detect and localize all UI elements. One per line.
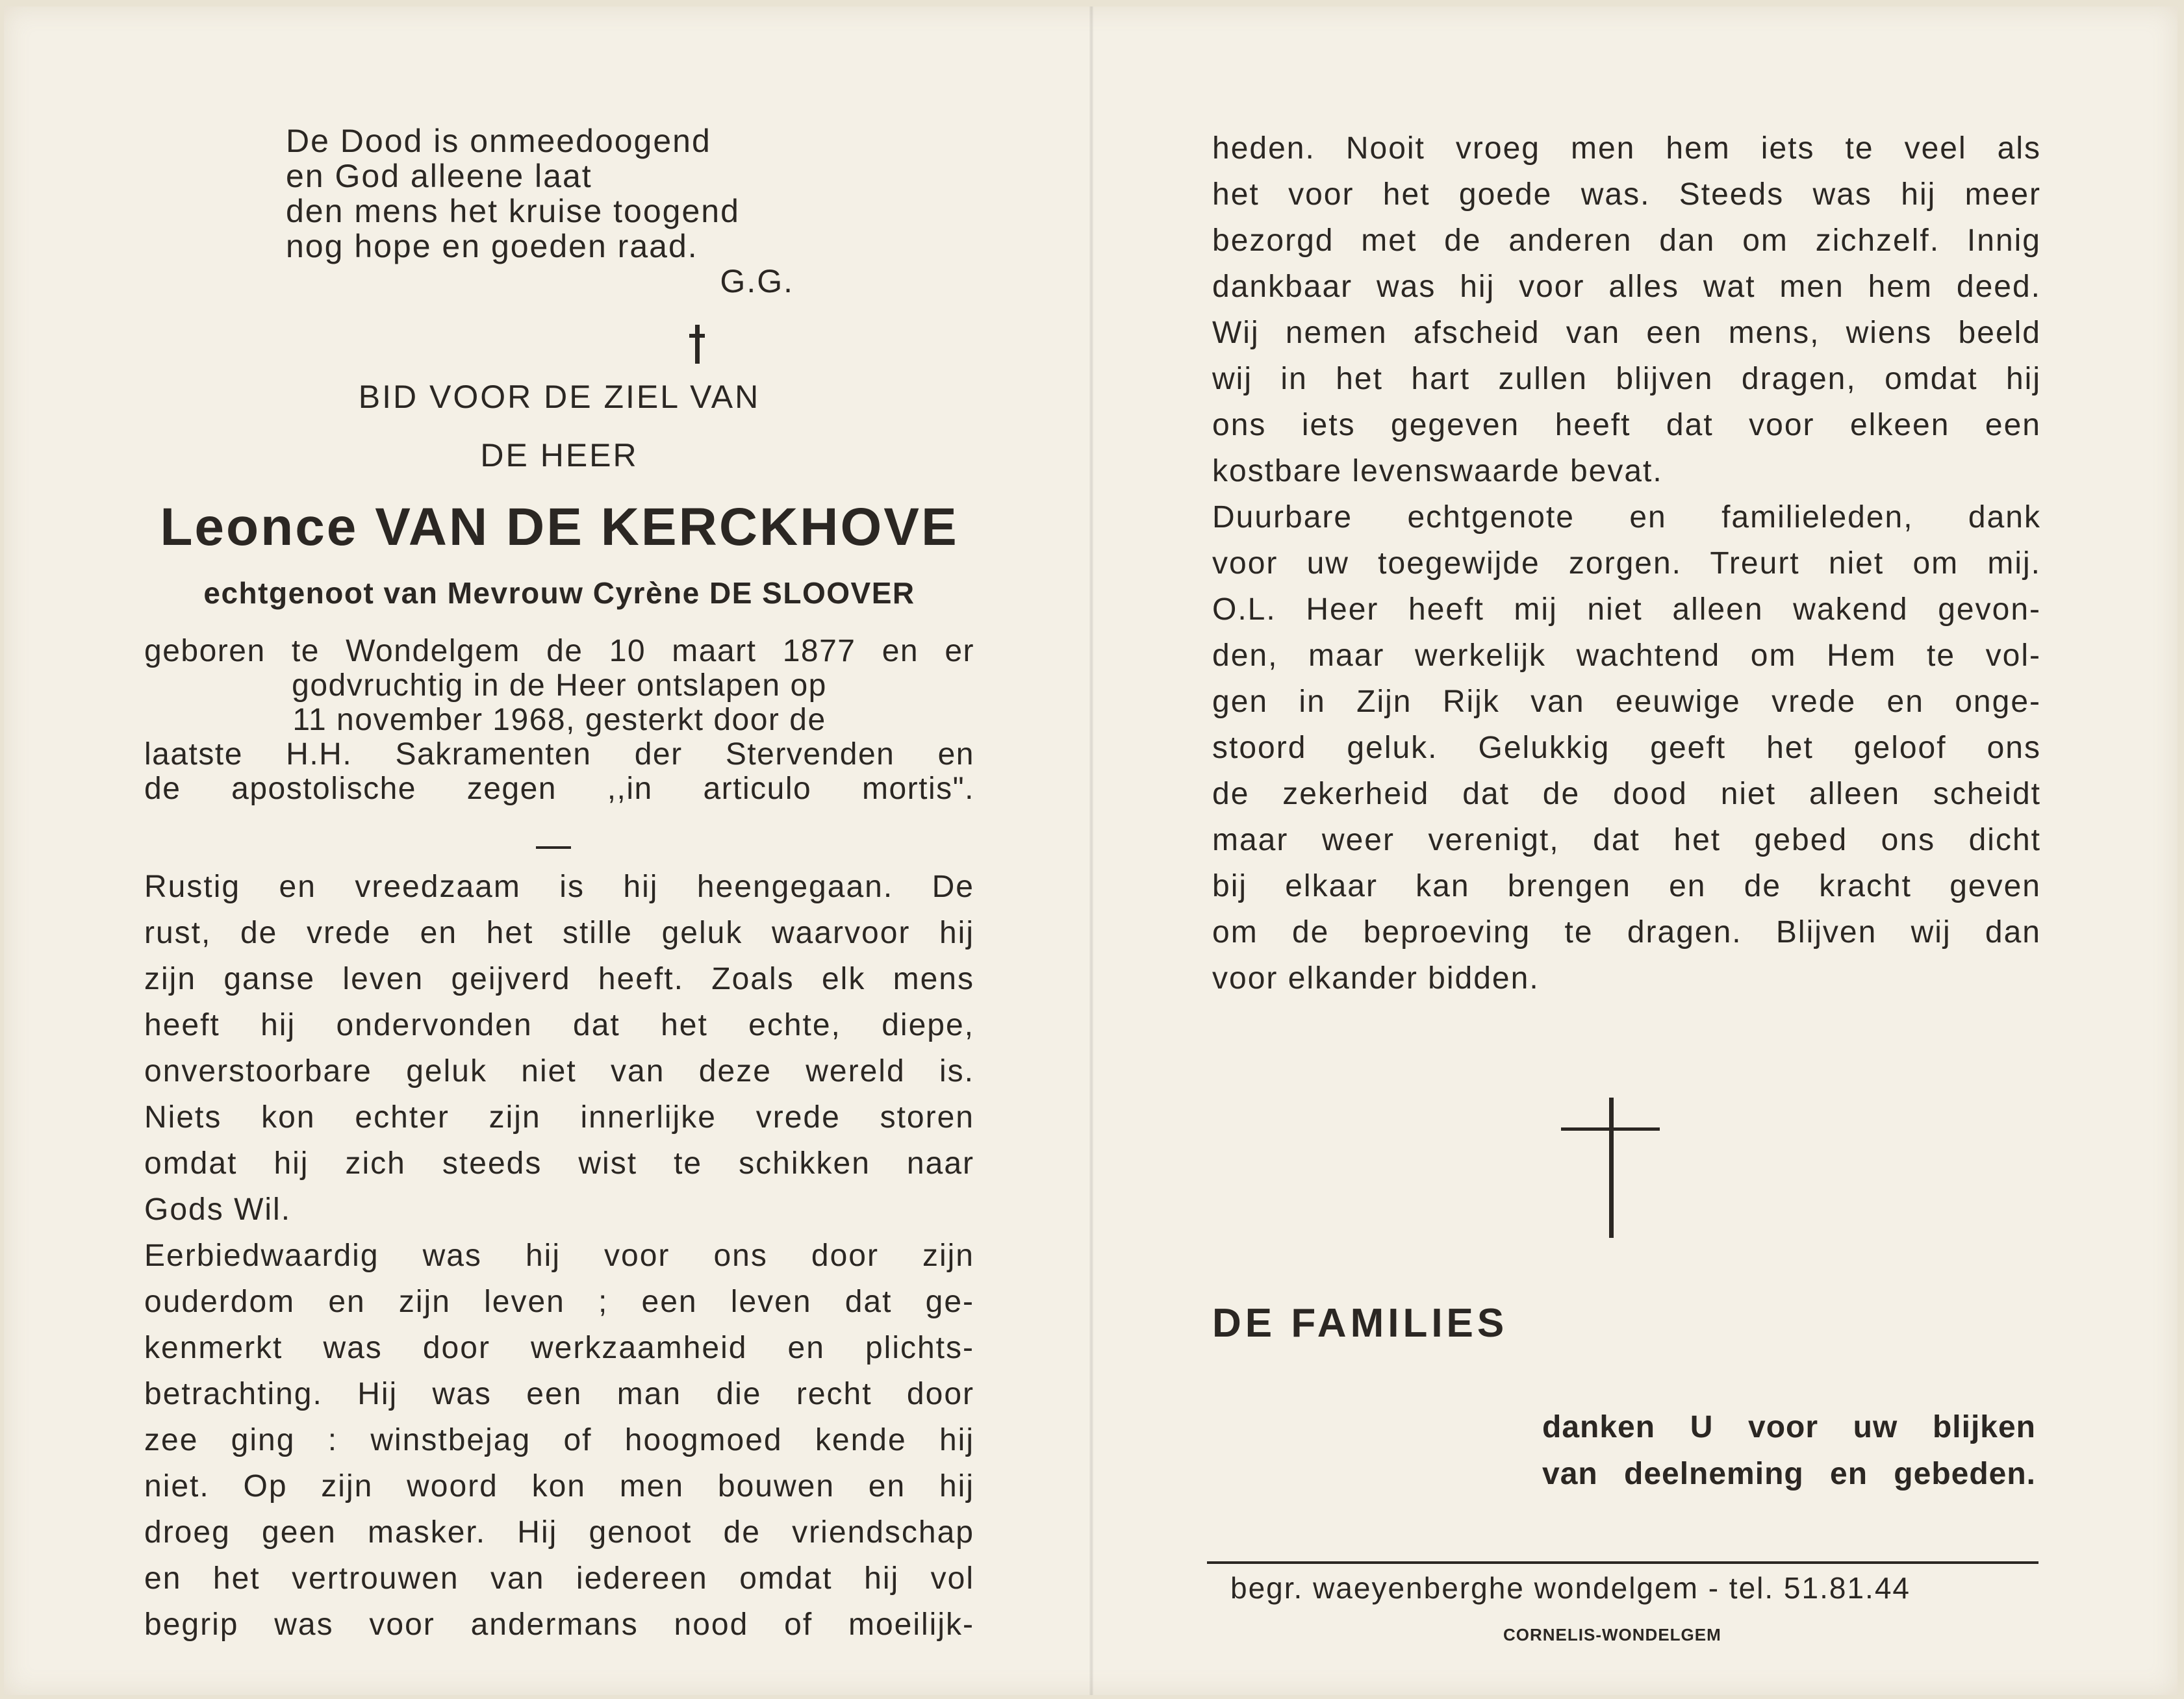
footer-rule: [1207, 1561, 2038, 1564]
right-body-text: [1212, 125, 2041, 1001]
body-line: en het vertrouwen van iedereen omdat hij vol: [144, 1561, 974, 1596]
birth-line: geboren te Wondelgem de 10 maart 1877 en er: [144, 634, 974, 668]
undertaker-line: begr. waeyenberghe wondelgem - tel. 51.81.44: [1230, 1571, 1911, 1605]
body-line: rust, de vrede en het stille geluk waarvoor hij: [144, 916, 974, 950]
body-line: betrachting. Hij was een man die recht door: [144, 1377, 974, 1411]
body-line: Niets kon echter zijn innerlijke vrede storen: [144, 1100, 974, 1135]
body-line: O.L. Heer heeft mij niet alleen wakend gevon-: [1212, 592, 2041, 627]
poem-line: De Dood is onmeedoogend: [286, 123, 711, 159]
body-line: wij in het hart zullen blijven dragen, omdat hij: [1212, 362, 2041, 396]
birth-line: godvruchtig in de Heer ontslapen op: [292, 668, 827, 703]
body-line: gen in Zijn Rijk van eeuwige vrede en onge-: [1212, 685, 2041, 719]
cross-small-icon: [689, 325, 705, 364]
body-line: zee ging : winstbejag of hoogmoed kende hij: [144, 1423, 974, 1457]
birth-line: de apostolische zegen ,,in articulo mortis".: [144, 772, 974, 806]
separator-dash: [536, 846, 571, 849]
body-line: den, maar werkelijk wachtend om Hem te vol-: [1212, 638, 2041, 673]
body-line: de zekerheid dat de dood niet alleen scheidt: [1212, 777, 2041, 811]
body-line: begrip was voor andermans nood of moeilijk-: [144, 1607, 974, 1642]
body-line: droeg geen masker. Hij genoot de vriendschap: [144, 1515, 974, 1550]
poem-line: den mens het kruise toogend: [286, 193, 740, 229]
poem-line: nog hope en goeden raad.: [286, 228, 698, 264]
title-heading: DE HEER: [480, 437, 639, 473]
body-line: om de beproeving te dragen. Blijven wij dan: [1212, 915, 2041, 950]
poem-line: en God alleene laat: [286, 158, 592, 194]
body-line: het voor het goede was. Steeds was hij meer: [1212, 177, 2041, 212]
body-line: bij elkaar kan brengen en de kracht geven: [1212, 869, 2041, 903]
thanks-line: van deelneming en gebeden.: [1542, 1457, 2036, 1491]
body-line: ouderdom en zijn leven ; een leven dat ge-: [144, 1285, 974, 1319]
thanks-text: [1542, 1404, 2036, 1498]
prayer-heading: BID VOOR DE ZIEL VAN: [358, 379, 761, 415]
poem-signature: G.G.: [720, 263, 794, 299]
spouse-line: echtgenoot van Mevrouw Cyrène DE SLOOVER: [203, 576, 915, 610]
birth-line: 11 november 1968, gesterkt door de: [292, 703, 826, 737]
birth-info: [144, 634, 974, 806]
body-line: heeft hij ondervonden dat het echte, diepe,: [144, 1008, 974, 1042]
body-line: maar weer verenigt, dat het gebed ons dicht: [1212, 823, 2041, 857]
body-line: zijn ganse leven geijverd heeft. Zoals elk mens: [144, 962, 974, 996]
body-line: omdat hij zich steeds wist te schikken naar: [144, 1146, 974, 1181]
card-fold: [1089, 6, 1093, 1695]
body-line: Duurbare echtgenote en familieleden, dank: [1212, 500, 2041, 535]
body-line: Gods Wil.: [144, 1192, 292, 1227]
body-line: kenmerkt was door werkzaamheid en plichts-: [144, 1331, 974, 1365]
deceased-name: Leonce VAN DE KERCKHOVE: [160, 497, 959, 557]
body-line: bezorgd met de anderen dan om zichzelf. Innig: [1212, 223, 2041, 258]
body-line: Eerbiedwaardig was hij voor ons door zijn: [144, 1239, 974, 1273]
body-line: Wij nemen afscheid van een mens, wiens beeld: [1212, 316, 2041, 350]
families-heading: DE FAMILIES: [1212, 1301, 1508, 1346]
body-line: kostbare levenswaarde bevat.: [1212, 454, 1663, 488]
cross-large-icon: [1561, 1098, 1660, 1238]
body-line: voor uw toegewijde zorgen. Treurt niet om mij.: [1212, 546, 2041, 581]
left-body-text: [144, 864, 974, 1648]
body-line: onverstoorbare geluk niet van deze wereld is.: [144, 1054, 974, 1089]
printer-credit: CORNELIS-WONDELGEM: [1503, 1625, 1721, 1644]
body-line: heden. Nooit vroeg men hem iets te veel als: [1212, 131, 2041, 166]
body-line: Rustig en vreedzaam is hij heengegaan. De: [144, 870, 974, 904]
body-line: voor elkander bidden.: [1212, 961, 1540, 996]
body-line: niet. Op zijn woord kon men bouwen en hij: [144, 1469, 974, 1504]
birth-line: laatste H.H. Sakramenten der Stervenden en: [144, 737, 974, 772]
poem: [286, 123, 806, 299]
body-line: dankbaar was hij voor alles wat men hem deed.: [1212, 270, 2041, 304]
body-line: stoord geluk. Gelukkig geeft het geloof ons: [1212, 731, 2041, 765]
thanks-line: danken U voor uw blijken: [1542, 1410, 2036, 1444]
body-line: ons iets gegeven heeft dat voor elkeen een: [1212, 408, 2041, 442]
